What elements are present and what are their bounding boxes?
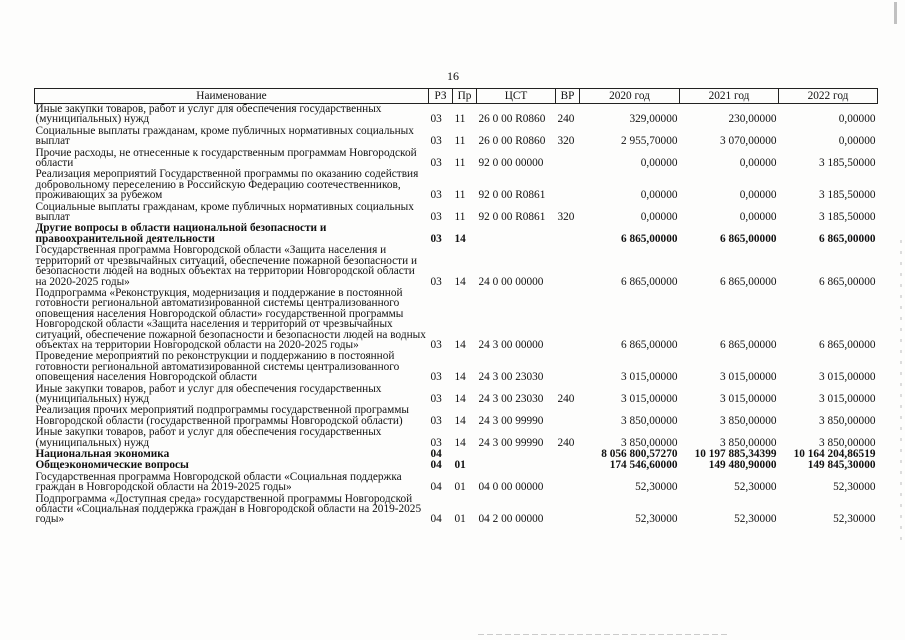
cell-2021: 0,00000 — [739, 157, 777, 170]
cell-cst: 24 3 00 23030 — [478, 392, 544, 405]
header-pr: Пр — [453, 89, 477, 104]
header-2022: 2022 год — [779, 89, 878, 104]
header-vr: ВР — [556, 89, 580, 104]
cell-cst: 26 0 00 R0860 — [478, 135, 546, 148]
cell-rz: 03 — [430, 135, 442, 148]
cell-cst: 24 3 00 00000 — [478, 338, 544, 351]
cell-vr — [556, 472, 580, 494]
cell-vr — [556, 494, 580, 526]
cell-2022: 3 185,50000 — [819, 157, 876, 170]
cell-name: Проведение мероприятий по реконструкции и поддержанию в постоянной готовности региональной автоматизированной системы централизованного оповещения населения Новгородской области — [35, 350, 400, 384]
cell-2022: 3 850,00000 — [819, 414, 876, 427]
cell-rz: 03 — [430, 414, 442, 427]
cell-rz: 04 — [430, 513, 442, 526]
cell-pr: 11 — [454, 189, 466, 202]
cell-2022: 149 845,30000 — [807, 459, 876, 472]
table-row — [35, 148, 878, 170]
cell-2021: 10 197 885,34399 — [694, 448, 777, 460]
table-row — [35, 223, 878, 245]
cell-cst — [477, 460, 556, 471]
cell-2022: 3 185,50000 — [819, 211, 876, 224]
cell-2020: 3 850,00000 — [621, 436, 678, 449]
cell-2020: 8 056 800,57270 — [601, 448, 678, 460]
cell-2021: 6 865,00000 — [720, 338, 777, 351]
table-row — [35, 405, 878, 427]
cell-2022: 3 850,00000 — [819, 436, 876, 449]
cell-2020: 3 015,00000 — [621, 371, 678, 384]
cell-name: Иные закупки товаров, работ и услуг для обеспечения государственных (муниципальных) нужд — [35, 426, 382, 449]
cell-rz: 03 — [430, 232, 442, 245]
cell-vr — [556, 449, 580, 460]
cell-name: Другие вопросы в области национальной безопасности и правоохранительной деятельности — [35, 222, 327, 245]
cell-name: Общеэкономические вопросы — [35, 459, 189, 472]
cell-rz: 03 — [430, 157, 442, 170]
cell-cst — [477, 223, 556, 245]
page-number: 16 — [447, 69, 459, 83]
cell-2022: 6 865,00000 — [819, 232, 876, 245]
cell-name: Социальные выплаты гражданам, кроме публичных нормативных социальных выплат — [35, 200, 414, 224]
cell-pr: 01 — [454, 513, 466, 526]
cell-pr: 01 — [454, 459, 466, 472]
cell-pr: 01 — [454, 481, 466, 494]
cell-2022: 52,30000 — [833, 481, 876, 494]
cell-2021: 3 070,00000 — [720, 135, 777, 148]
cell-2020: 52,30000 — [635, 513, 678, 526]
table-row — [35, 494, 878, 526]
cell-2020: 0,00000 — [640, 157, 678, 170]
cell-2020: 0,00000 — [640, 189, 678, 202]
cell-2021: 6 865,00000 — [720, 275, 777, 288]
header-rz: РЗ — [429, 89, 453, 104]
cell-vr: 240 — [557, 392, 575, 405]
cell-name: Иные закупки товаров, работ и услуг для обеспечения государственных (муниципальных) нужд — [35, 103, 382, 126]
cell-name: Реализация мероприятий Государственной программы по оказанию содействия добровольному переселению в Российскую Федерацию соотечественников, проживающих за рубежом — [35, 168, 419, 202]
cell-cst: 24 0 00 00000 — [478, 275, 544, 288]
cell-2021: 230,00000 — [728, 113, 777, 126]
cell-vr — [556, 169, 580, 201]
cell-2022: 6 865,00000 — [819, 338, 876, 351]
table-row — [35, 288, 878, 351]
cell-2021: 0,00000 — [739, 211, 777, 224]
cell-pr: 14 — [454, 338, 466, 351]
cell-cst: 24 3 00 23030 — [478, 371, 544, 384]
cell-2022: 0,00000 — [838, 135, 876, 148]
cell-rz: 04 — [430, 481, 442, 494]
cell-2020: 52,30000 — [635, 481, 678, 494]
budget-table — [34, 88, 878, 526]
table-row — [35, 427, 878, 449]
cell-2022: 10 164 204,86519 — [793, 448, 876, 460]
header-cst: ЦСТ — [477, 89, 556, 104]
cell-2020: 2 955,70000 — [621, 135, 678, 148]
table-row — [35, 245, 878, 288]
cell-pr: 14 — [454, 414, 466, 427]
cell-name: Государственная программа Новгородской области «Социальная поддержка граждан в Новгородской области на 2019-2025 годы» — [35, 470, 402, 494]
table-body — [35, 104, 878, 526]
cell-vr — [556, 460, 580, 471]
cell-pr: 14 — [454, 232, 466, 245]
cell-2020: 6 865,00000 — [621, 232, 678, 245]
cell-name: Социальные выплаты гражданам, кроме публичных нормативных социальных выплат — [35, 124, 414, 148]
table-row — [35, 169, 878, 201]
cell-rz: 04 — [430, 448, 442, 460]
cell-2021: 3 850,00000 — [720, 414, 777, 427]
cell-pr: 11 — [454, 113, 466, 126]
scan-edge-artifact — [900, 240, 902, 540]
cell-rz: 03 — [430, 113, 442, 126]
cell-pr: 11 — [454, 211, 466, 224]
cell-2020: 329,00000 — [629, 113, 678, 126]
cell-vr — [556, 405, 580, 427]
cell-pr: 14 — [454, 275, 466, 288]
cell-pr: 14 — [454, 371, 466, 384]
cell-2021: 3 015,00000 — [720, 392, 777, 405]
header-name: Наименование — [35, 89, 429, 104]
cell-2020: 3 850,00000 — [621, 414, 678, 427]
cell-2021: 6 865,00000 — [720, 232, 777, 245]
cell-2020: 0,00000 — [640, 211, 678, 224]
cell-cst: 92 0 00 R0861 — [478, 189, 546, 202]
cell-name: Государственная программа Новгородской области «Защита населения и территорий от чрезвычайных ситуаций, обеспечение пожарной безопасности и безопасности людей на водных объектах на территории Новгородской области на 2020-2025 годы» — [35, 244, 418, 288]
cell-pr: 11 — [454, 135, 466, 148]
cell-2020: 174 546,60000 — [609, 459, 678, 472]
cell-vr — [556, 223, 580, 245]
cell-pr: 14 — [454, 392, 466, 405]
cell-2021: 3 015,00000 — [720, 371, 777, 384]
cell-rz: 03 — [430, 371, 442, 384]
cell-cst: 26 0 00 R0860 — [478, 113, 546, 126]
table-row — [35, 104, 878, 126]
header-2021: 2021 год — [680, 89, 779, 104]
cell-2021: 149 480,90000 — [708, 459, 777, 472]
cell-2021: 3 850,00000 — [720, 436, 777, 449]
cell-vr — [556, 288, 580, 351]
cell-pr: 14 — [454, 436, 466, 449]
cell-2022: 3 015,00000 — [819, 371, 876, 384]
cell-cst: 04 0 00 00000 — [478, 481, 544, 494]
cell-2021: 52,30000 — [734, 481, 777, 494]
cell-vr: 320 — [557, 211, 575, 224]
cell-2022: 3 185,50000 — [819, 189, 876, 202]
cell-vr — [556, 148, 580, 170]
cell-vr — [556, 351, 580, 383]
scan-corner-artifact — [894, 2, 897, 24]
cell-2022: 52,30000 — [833, 513, 876, 526]
cell-vr: 240 — [557, 436, 575, 449]
cell-2020: 6 865,00000 — [621, 338, 678, 351]
table-header-row — [35, 89, 878, 104]
cell-2022: 0,00000 — [838, 113, 876, 126]
cell-2022: 6 865,00000 — [819, 275, 876, 288]
cell-cst: 24 3 00 99990 — [478, 414, 544, 427]
cell-vr: 320 — [557, 135, 575, 148]
cell-name: Подпрограмма «Доступная среда» государственной программы Новгородской области «Социальная поддержка граждан в Новгородской области на 2019-2025 годы» — [35, 492, 422, 526]
cell-cst: 04 2 00 00000 — [478, 513, 544, 526]
cell-rz: 04 — [430, 459, 442, 472]
cell-vr — [556, 245, 580, 288]
table-row — [35, 351, 878, 383]
cell-2020: 6 865,00000 — [621, 275, 678, 288]
cell-rz: 03 — [430, 189, 442, 202]
cell-name: Реализация прочих мероприятий подпрограммы государственной программы Новгородской области (государственной программы Новгородской области) — [35, 404, 409, 427]
cell-rz: 03 — [430, 211, 442, 224]
table-row — [35, 384, 878, 406]
table-row — [35, 202, 878, 224]
cell-rz: 03 — [430, 436, 442, 449]
cell-cst: 92 0 00 00000 — [478, 157, 544, 170]
cell-rz: 03 — [430, 338, 442, 351]
cell-cst: 24 3 00 99990 — [478, 436, 544, 449]
cell-2022: 3 015,00000 — [819, 392, 876, 405]
cell-name: Прочие расходы, не отнесенные к государственным программам Новгородской области — [35, 146, 417, 170]
header-2020: 2020 год — [580, 89, 680, 104]
cell-name: Подпрограмма «Реконструкция, модернизация и поддержание в постоянной готовности региональной автоматизированной системы централизованного оповещения населения Новгородской области» государственной программы Новгородской области «Защита населения и территорий от чрезвычайных ситуаций, обеспечение пожарной безопасности и безопасности людей на водных объектах на территории Новгородской области на 2020-2025 годы» — [35, 286, 426, 351]
cell-rz: 03 — [430, 275, 442, 288]
cell-cst — [477, 449, 556, 460]
cell-rz: 03 — [430, 392, 442, 405]
cell-name: Иные закупки товаров, работ и услуг для обеспечения государственных (муниципальных) нужд — [35, 382, 382, 405]
cell-2021: 0,00000 — [739, 189, 777, 202]
cell-2021: 52,30000 — [734, 513, 777, 526]
cell-cst: 92 0 00 R0861 — [478, 211, 546, 224]
cell-pr: 11 — [454, 157, 466, 170]
cell-2020: 3 015,00000 — [621, 392, 678, 405]
cell-name: Национальная экономика — [35, 448, 170, 460]
scan-artifact — [478, 634, 728, 635]
cell-vr: 240 — [557, 113, 575, 126]
table-row — [35, 126, 878, 148]
table-row — [35, 472, 878, 494]
